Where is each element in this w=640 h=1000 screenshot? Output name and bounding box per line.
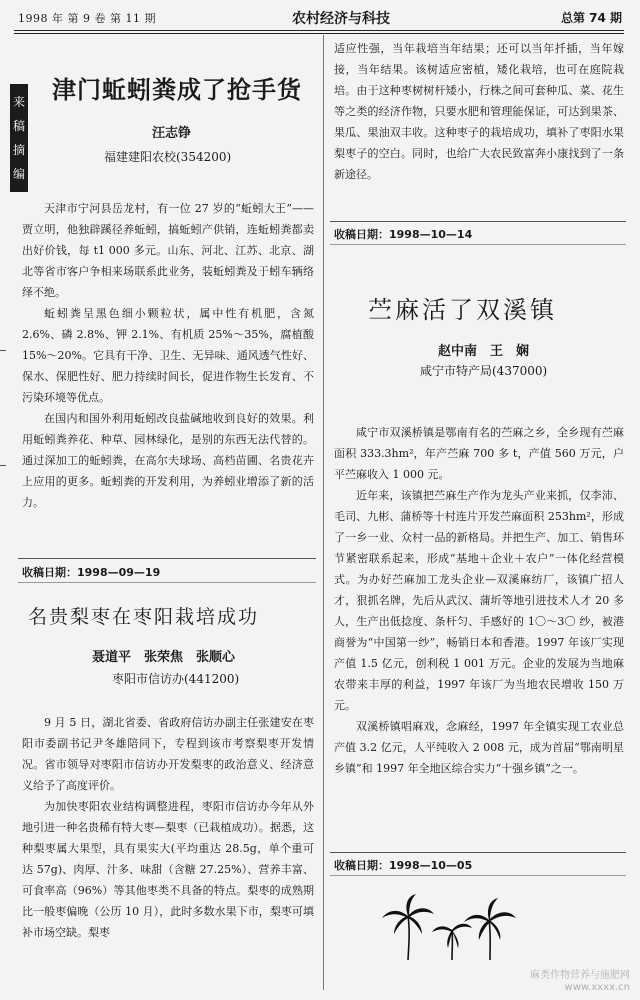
article2-continuation [334,38,624,185]
received-rule [330,244,626,245]
received-rule [330,875,626,876]
paragraph: 9 月 5 日，湖北省委、省政府信访办副主任张建安在枣阳市委副书记尹冬雄陪同下，专程到该市考察梨枣开发情况。省市领导对枣阳市信访办开发梨枣的政治意义、经济意义给予了高度评价。 [22,716,314,792]
header-rule-thin [14,33,624,34]
section-tab-char: 来 [12,95,25,109]
article3-received-date: 收稿日期：1998—10—05 [334,859,473,872]
column-divider [323,35,324,990]
section-tab-char: 稿 [12,119,25,133]
section-tab [10,84,28,192]
article2-received-date: 收稿日期：1998—10—14 [334,228,473,241]
article1-body [22,198,314,513]
margin-tick [0,350,6,351]
received-rule [18,558,316,559]
article3-affiliation: 咸宁市特产局(437000) [420,364,548,378]
header-rule [14,30,624,31]
received-rule [330,852,626,853]
paragraph: 蚯蚓粪呈黑色细小颗粒状，属中性有机肥，含氮 2.6%、磷 2.8%、钾 2.1%、有机质 25%～35%，腐植酸 15%～20%。它具有干净、卫生、无异味、通风透气性好、保水、保肥性好、肥力持续时间长，促进作物生长发育、不污染环境等优点。 [22,307,314,404]
received-rule [330,221,626,222]
issue-info: 1998 年 第 9 卷 第 11 期 [18,12,156,25]
margin-tick [0,465,6,466]
article1-affiliation: 福建建阳农校(354200) [104,150,232,164]
received-rule [18,582,316,583]
page-header [0,0,640,32]
article2-affiliation: 枣阳市信访办(441200) [112,672,240,686]
paragraph: 为加快枣阳农业结构调整进程，枣阳市信访办今年从外地引进一种名贵稀有特大枣—梨枣（已栽植成功）。据悉，这种梨枣属大果型，具有果实大(平均重达 28.5g，单个重可达 57g)、肉厚、汁多、味甜（含糖 27.25%）、营养丰富、可食率高（96%）等其他枣类不具备的特点。梨枣的成熟期比一般枣偏晚（公历 10 月），此时多数水果下市，梨枣可填补市场空缺。梨枣 [22,800,314,939]
paragraph: 天津市宁河县岳龙村，有一位 27 岁的“蚯蚓大王”——贾立明，他独辟蹊径养蚯蚓，搞蚯蚓产供销，连蚯蚓粪都卖出好价钱，每 t1 000 多元。山东、河北、江苏、北京、湖北等省市客户争相来场联系此业务，装蚯蚓粪及于蚓车辆络绎不绝。 [22,202,314,299]
section-tab-char: 编 [12,167,25,181]
issue-number: 总第 74 期 [560,11,622,25]
article3-body [334,422,624,779]
article2-author: 聂道平 张荣焦 张顺心 [92,650,236,665]
palm-tree-icon [378,890,518,962]
paragraph: 双溪桥镇唱麻戏，念麻经，1997 年全镇实现工农业总产值 3.2 亿元，人平纯收入 2 008 元，成为首届“鄂南明星乡镇”和 1997 年全地区综合实力“十强乡镇”之一。 [334,720,624,775]
watermark [530,970,630,994]
article2-title: 名贵梨枣在枣阳栽培成功 [28,606,260,628]
article3-title: 苎麻活了双溪镇 [368,296,557,324]
watermark-line: www.xxxx.cn [564,982,630,993]
article1-received-date: 收稿日期：1998—09—19 [22,566,161,579]
article1-author: 汪志铮 [152,126,192,141]
paragraph: 咸宁市双溪桥镇是鄂南有名的苎麻之乡，全乡现有苎麻面积 333.3hm²，年产苎麻 700 多 t，产值 560 万元，户平苎麻收入 1 000 元。 [334,426,624,481]
paragraph: 适应性强，当年栽培当年结果；还可以当年扦插，当年嫁接，当年结果。该树适应密植，矮化栽培，也可在庭院栽培。由于这种枣树树杆矮小，行株之间可套种瓜、菜、花生等之类的经济作物，只要水肥和管理能保证，可达到果茶、果瓜、果油双丰收。这种枣子的栽培成功，填补了枣阳水果梨枣子的空白。同时，也给广大农民致富奔小康找到了一条新途径。 [334,42,624,181]
paragraph: 近年来，该镇把苎麻生产作为龙头产业来抓，仅李沛、毛司、九彬、蒲桥等十村连片开发苎麻面积 253hm²，形成了一乡一业、众村一品的新格局。并把生产、加工、销售环节紧密联系起来，形成“基地＋企业＋农户”一体化经营模式。为办好苎麻加工龙头企业—双溪麻纺厂，该镇广招人才，狠抓名牌，先后从武汉、蒲圻等地引进技术人才 20 多人，生产出低捻度、条杆匀、手感好的 1〇～3〇 纱，被港商誉为“中国第一纱”，畅销日本和香港。1997 年该厂实现产值 1.5 亿元，创利税 1 001 万元。企业的发展为当地麻农带来丰厚的利益，1997 年该厂为当地农民增收 150 万元。 [334,489,624,712]
section-tab-char: 摘 [12,143,25,157]
watermark-line: 麻类作物营养与施肥网 [530,970,630,981]
journal-title: 农村经济与科技 [292,11,390,27]
paragraph: 在国内和国外利用蚯蚓改良盐碱地收到良好的效果。利用蚯蚓粪养花、种草、园林绿化，是别的东西无法代替的。通过深加工的蚯蚓粪，在高尔夫球场、高档苗圃、名贵花卉上应用的更多。蚯蚓粪的开发利用，为养蚓业增添了新的活力。 [22,412,314,509]
article2-body [22,712,314,943]
article3-author: 赵中南 王 娴 [438,344,530,359]
article1-title: 津门蚯蚓粪成了抢手货 [52,76,302,104]
